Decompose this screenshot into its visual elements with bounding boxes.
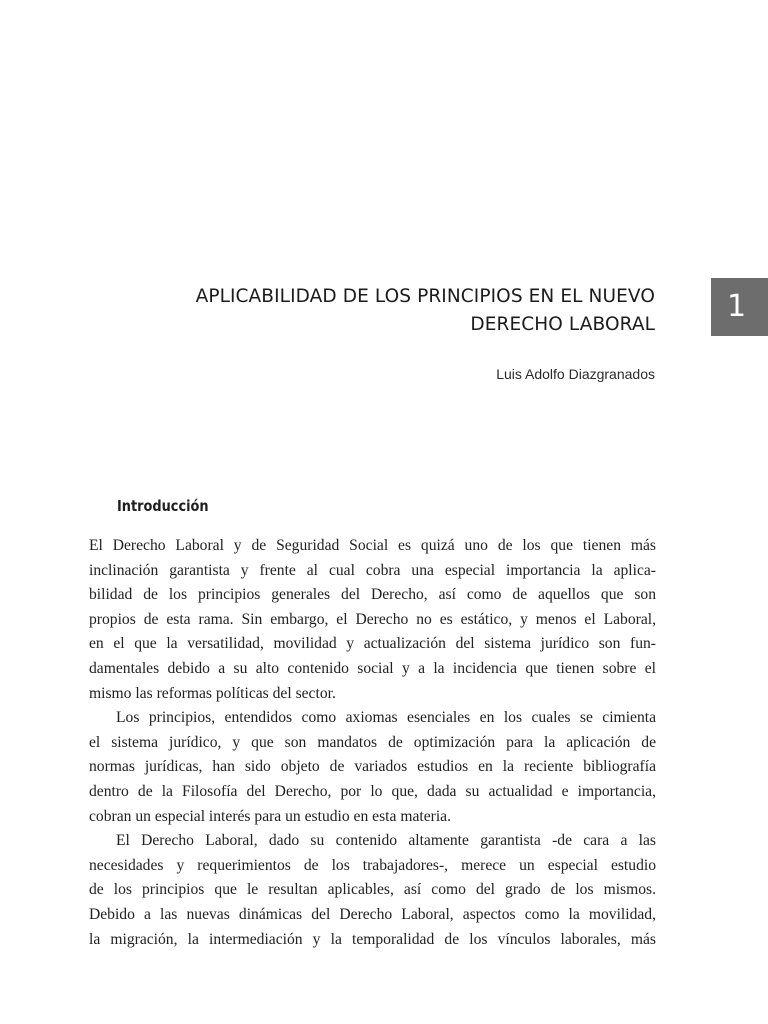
text-line: propios de esta rama. Sin embargo, el Derecho no es estático, y menos el Laboral, <box>89 610 656 628</box>
text-line: El Derecho Laboral, dado su contenido altamente garantista -de cara a las <box>116 832 656 850</box>
paragraph-1 <box>89 534 656 706</box>
section-heading: Introducción <box>117 497 209 515</box>
text-line: Debido a las nuevas dinámicas del Derecho Laboral, aspectos como la movilidad, <box>89 905 656 923</box>
text-line: bilidad de los principios generales del Derecho, así como de aquellos que son <box>89 586 656 604</box>
text-line: Los principios, entendidos como axiomas esenciales en los cuales se cimienta <box>116 709 656 727</box>
text-line: damentales debido a su alto contenido social y a la incidencia que tienen sobre el <box>89 659 656 677</box>
text-line: normas jurídicas, han sido objeto de variados estudios en la reciente bibliografía <box>89 758 656 776</box>
body-text <box>89 534 656 952</box>
text-line: mismo las reformas políticas del sector. <box>89 684 336 702</box>
chapter-tab <box>711 278 768 336</box>
paragraph-3 <box>89 829 656 952</box>
text-line: cobran un especial interés para un estudio en esta materia. <box>89 807 451 825</box>
text-line: El Derecho Laboral y de Seguridad Social es quizá uno de los que tienen más <box>89 537 656 554</box>
text-line: dentro de la Filosofía del Derecho, por lo que, dada su actualidad e importancia, <box>89 782 656 800</box>
text-line: inclinación garantista y frente al cual cobra una especial importancia la aplica- <box>89 561 656 579</box>
chapter-title <box>150 283 655 339</box>
chapter-title-line-1: APLICABILIDAD DE LOS PRINCIPIOS EN EL NUEVO <box>195 286 655 307</box>
text-line: la migración, la intermediación y la temporalidad de los vínculos laborales, más <box>89 930 656 948</box>
chapter-number: 1 <box>726 289 747 324</box>
text-line: en el que la versatilidad, movilidad y actualización del sistema jurídico son fun- <box>89 635 656 653</box>
text-line: de los principios que le resultan aplicables, así como del grado de los mismos. <box>89 881 656 899</box>
text-line: el sistema jurídico, y que son mandatos de optimización para la aplicación de <box>89 733 656 751</box>
author-name: Luis Adolfo Diazgranados <box>496 366 655 382</box>
chapter-title-line-2: DERECHO LABORAL <box>470 314 655 335</box>
text-line: necesidades y requerimientos de los trabajadores-, merece un especial estudio <box>89 856 656 874</box>
paragraph-2 <box>89 706 656 829</box>
